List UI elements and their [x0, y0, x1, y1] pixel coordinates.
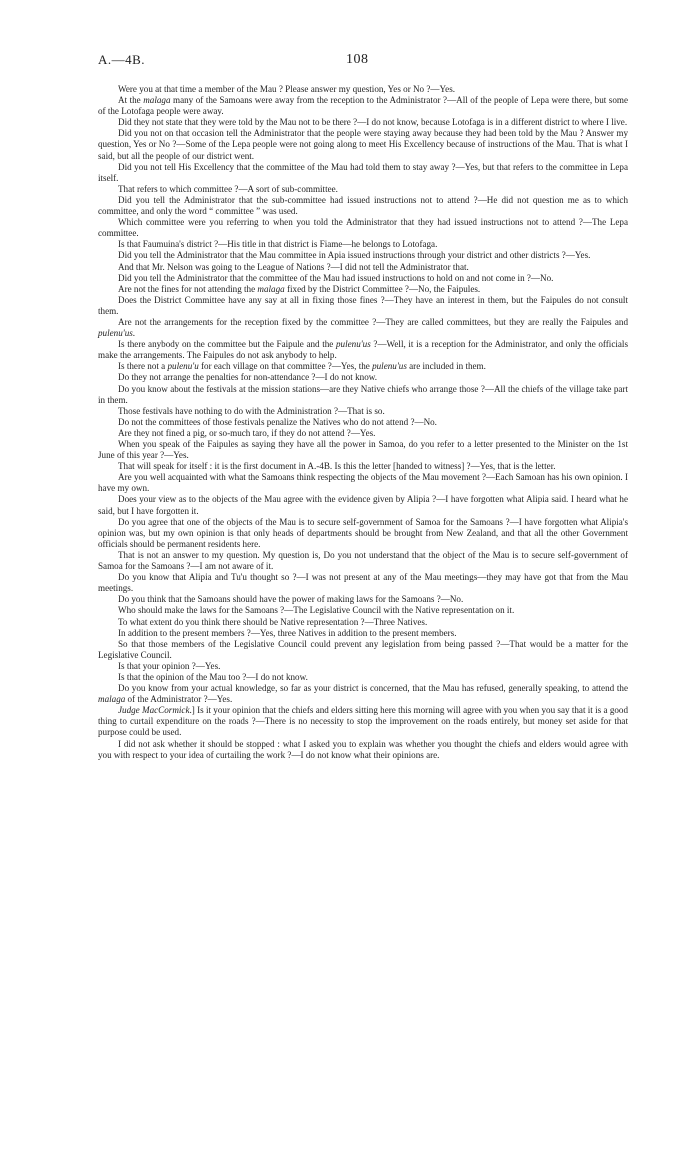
paragraph-text: Do you know from your actual knowledge, so far as your district is concerned, that the Mau has refused, generally speaking, to attend the — [118, 683, 628, 694]
testimony-paragraph — [98, 639, 628, 661]
italic-term: malaga — [143, 95, 171, 106]
paragraph-text: Do you know that Alipia and Tu'u thought so ?—I was not present at any of the Mau meetings—they may have got that from the Mau meetings. — [98, 572, 628, 594]
paragraph-text: for each village on that committee ?—Yes, the — [198, 361, 373, 372]
paragraph-text: Did they not state that they were told by the Mau not to be there ?—I do not know, because Lotofaga is in a different district to where I live. — [118, 117, 628, 128]
testimony-paragraph — [98, 195, 628, 217]
paragraph-text: Do you think that the Samoans should have the power of making laws for the Samoans ?—No. — [118, 594, 464, 605]
paragraph-text: So that those members of the Legislative Council could prevent any legislation from being passed ?—That would be a matter for the Legislative Council. — [98, 638, 628, 660]
paragraph-text: Did you tell the Administrator that the Mau committee in Apia issued instructions through your district and other districts ?—Yes. — [118, 250, 591, 261]
italic-term: malaga — [98, 694, 126, 705]
paragraph-text: Are not the arrangements for the reception fixed by the committee ?—They are called committees, but they are really the Faipules and — [118, 316, 628, 327]
testimony-paragraph — [98, 572, 628, 594]
paragraph-text: In addition to the present members ?—Yes, three Natives in addition to the present members. — [118, 627, 457, 638]
testimony-paragraph — [98, 217, 628, 239]
testimony-body — [98, 84, 628, 761]
paragraph-text: Does your view as to the objects of the Mau agree with the evidence given by Alipia ?—I have forgotten what Alipia said. I heard what he said, but I have forgotten it. — [98, 494, 628, 516]
testimony-paragraph — [98, 628, 628, 639]
paragraph-text: Which committee were you referring to when you told the Administrator that they had issued instructions not to attend ?—The Lepa committee. — [98, 217, 628, 239]
testimony-paragraph — [98, 517, 628, 550]
paragraph-text: of the Administrator ?—Yes. — [125, 694, 233, 705]
testimony-paragraph — [98, 550, 628, 572]
paragraph-text: are included in them. — [406, 361, 486, 372]
testimony-paragraph — [98, 84, 628, 95]
paragraph-text: Do they not arrange the penalties for non-attendance ?—I do not know. — [118, 372, 377, 383]
testimony-paragraph — [98, 361, 628, 372]
testimony-paragraph — [98, 250, 628, 261]
paragraph-text: Who should make the laws for the Samoans ?—The Legislative Council with the Native representation on it. — [118, 605, 515, 616]
italic-term: pulenu'us — [98, 328, 133, 339]
testimony-paragraph — [98, 262, 628, 273]
testimony-paragraph — [98, 317, 628, 339]
paragraph-text: . — [132, 328, 136, 339]
paragraph-text: Is that Faumuina's district ?—His title in that district is Fiame—he belongs to Lotofaga. — [118, 239, 438, 250]
testimony-paragraph — [98, 683, 628, 705]
paragraph-text: Is that the opinion of the Mau too ?—I do not know. — [118, 671, 308, 682]
paragraph-text: Were you at that time a member of the Mau ? Please answer my question, Yes or No ?—Yes. — [118, 84, 456, 94]
italic-term: malaga — [257, 283, 285, 294]
testimony-paragraph — [98, 461, 628, 472]
testimony-paragraph — [98, 417, 628, 428]
paragraph-text: I did not ask whether it should be stopped : what I asked you to explain was whether you thought the chiefs and elders would agree with you with respect to your idea of curtailing the work ?—I do not know what their opinions are. — [98, 738, 628, 760]
testimony-paragraph — [98, 95, 628, 117]
paragraph-text: Is there anybody on the committee but the Faipule and the — [118, 339, 336, 350]
testimony-paragraph — [98, 162, 628, 184]
series-reference: A.—4B. — [98, 52, 146, 67]
testimony-paragraph — [98, 661, 628, 672]
paragraph-text: Do not the committees of those festivals penalize the Natives who do not attend ?—No. — [118, 416, 437, 427]
page-header — [98, 52, 628, 74]
paragraph-text: Do you agree that one of the objects of the Mau is to secure self-government of Samoa for the Samoans ?—I have forgotten what Alipia's opinion was, but my own opinion is that only heads of departments should be brought from New Zealand, and that all the other Government officials should be permanent residents here. — [98, 516, 628, 549]
italic-term: pulenu'us — [372, 361, 407, 372]
page-number: 108 — [346, 52, 369, 67]
testimony-paragraph — [98, 284, 628, 295]
paragraph-text: That is not an answer to my question. My question is, Do you not understand that the object of the Mau is to secure self-government of Samoa for the Samoans ?—I am not aware of it. — [98, 549, 628, 572]
testimony-paragraph — [98, 239, 628, 250]
testimony-paragraph — [98, 406, 628, 417]
paragraph-text: Do you know about the festivals at the mission stations—are they Native chiefs who arrange those ?—All the chiefs of the village take part in them. — [98, 383, 628, 405]
testimony-paragraph — [98, 372, 628, 383]
paragraph-text: Did you not tell His Excellency that the committee of the Mau had told them to stay away ?—Yes, but that refers to the committee in Lepa itself. — [98, 161, 628, 183]
paragraph-text: Are you well acquainted with what the Samoans think respecting the objects of the Mau movement ?—Each Samoan has his own opinion. I have my own. — [98, 472, 628, 494]
testimony-paragraph — [98, 273, 628, 284]
testimony-paragraph — [98, 184, 628, 195]
paragraph-text: And that Mr. Nelson was going to the League of Nations ?—I did not tell the Administrator that. — [118, 261, 469, 272]
paragraph-text: Did you tell the Administrator that the sub-committee had issued instructions not to attend ?—He did not question me as to which committee, and only the word “ committee ” was used. — [98, 194, 628, 217]
paragraph-text: .] Is it your opinion that the chiefs and elders sitting here this morning will agree with you when you say that it is a good thing to curtail expenditure on the roads ?—There is no necessity to stop the improvement on the roads entirely, but money set aside for that purpose could be used. — [98, 705, 629, 738]
paragraph-text: At the — [118, 95, 144, 106]
italic-term: pulenu'u — [167, 361, 199, 372]
testimony-paragraph — [98, 384, 628, 406]
paragraph-text: Are not the fines for not attending the — [118, 283, 258, 294]
testimony-paragraph — [98, 705, 628, 738]
testimony-paragraph — [98, 339, 628, 361]
testimony-paragraph — [98, 428, 628, 439]
paragraph-text: Those festivals have nothing to do with the Administration ?—That is so. — [118, 405, 385, 416]
italic-term: pulenu'us — [335, 339, 371, 350]
paragraph-text: many of the Samoans were away from the reception to the Administrator ?—All of the people of Lepa were there, but some of the Lotofaga people were away. — [98, 95, 628, 117]
testimony-paragraph — [98, 594, 628, 605]
testimony-paragraph — [98, 128, 628, 161]
paragraph-text: Is that your opinion ?—Yes. — [118, 660, 221, 671]
paragraph-text: When you speak of the Faipules as saying they have all the power in Samoa, do you refer to a letter presented to the Minister on the 1st June of this year ?—Yes. — [98, 439, 628, 461]
paragraph-text: Are they not fined a pig, or so-much taro, if they do not attend ?—Yes. — [118, 427, 376, 438]
paragraph-text: fixed by the District Committee ?—No, the Faipules. — [284, 283, 481, 294]
testimony-paragraph — [98, 617, 628, 628]
paragraph-text: ?—Well, it is a reception for the Administrator, and only the officials make the arrangements. The Faipules do not ask anybody to help. — [98, 339, 628, 361]
paragraph-text: That will speak for itself : it is the first document in A.-4B. Is this the letter [handed to witness] ?—Yes, that is the letter. — [118, 461, 556, 472]
testimony-paragraph — [98, 117, 628, 128]
testimony-paragraph — [98, 439, 628, 461]
testimony-paragraph — [98, 295, 628, 317]
testimony-paragraph — [98, 472, 628, 494]
testimony-paragraph — [98, 739, 628, 761]
testimony-paragraph — [98, 494, 628, 516]
testimony-paragraph — [98, 605, 628, 616]
paragraph-text: Does the District Committee have any say at all in fixing those fines ?—They have an interest in them, but the Faipules do not consult them. — [98, 294, 628, 316]
paragraph-text: Did you tell the Administrator that the committee of the Mau had issued instructions to hold on and not come in ?—No. — [118, 272, 554, 283]
italic-term: Judge MacCormick — [118, 705, 190, 716]
testimony-paragraph — [98, 672, 628, 683]
paragraph-text: To what extent do you think there should be Native representation ?—Three Natives. — [118, 616, 428, 627]
paragraph-text: Did you not on that occasion tell the Administrator that the people were staying away because they had been told by the Mau ? Answer my question, Yes or No ?—Some of the Lepa people were not going along to meet His Excellency because of instructions of the Mau. That is what I said, but all the people of our district went. — [98, 128, 628, 161]
paragraph-text: Is there not a — [118, 361, 168, 372]
paragraph-text: That refers to which committee ?—A sort of sub-committee. — [118, 183, 338, 194]
